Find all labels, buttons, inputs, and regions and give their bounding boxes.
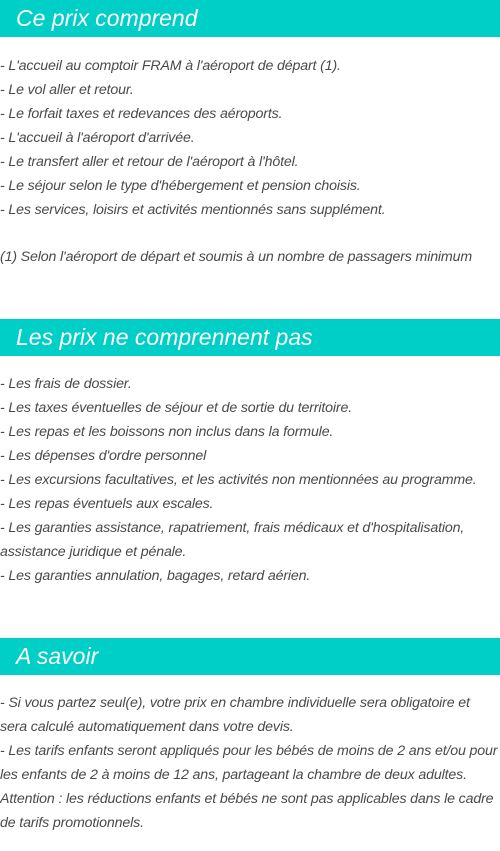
list-item: - Les taxes éventuelles de séjour et de sortie du territoire. — [0, 400, 353, 416]
list-item: - Le transfert aller et retour de l'aéroport à l'hôtel. — [0, 154, 299, 170]
included-list — [0, 54, 500, 222]
list-item: de tarifs promotionnels. — [0, 815, 144, 831]
section-header-not-included: Les prix ne comprennent pas — [0, 319, 500, 356]
list-item: Attention : les réductions enfants et bébés ne sont pas applicables dans le cadre — [0, 791, 494, 807]
not-included-list — [0, 372, 500, 588]
section-header-good-to-know: A savoir — [0, 638, 500, 675]
list-item: - Les garanties annulation, bagages, retard aérien. — [0, 568, 311, 584]
list-item: - Les repas et les boissons non inclus dans la formule. — [0, 424, 334, 440]
list-item: - Si vous partez seul(e), votre prix en chambre individuelle sera obligatoire et — [0, 695, 470, 711]
list-item: sera calculé automatiquement dans votre devis. — [0, 719, 294, 735]
list-item: - Le vol aller et retour. — [0, 82, 134, 98]
list-item: - Le forfait taxes et redevances des aéroports. — [0, 106, 283, 122]
list-item: les enfants de 2 à moins de 12 ans, partageant la chambre de deux adultes. — [0, 767, 467, 783]
footnote: (1) Selon l'aéroport de départ et soumis à un nombre de passagers minimum — [0, 249, 473, 265]
list-item: assistance juridique et pénale. — [0, 544, 187, 560]
list-item: - Les services, loisirs et activités mentionnés sans supplément. — [0, 202, 386, 218]
list-item: - Les frais de dossier. — [0, 376, 132, 392]
list-item: - L'accueil au comptoir FRAM à l'aéroport de départ (1). — [0, 58, 341, 74]
section-header-included: Ce prix comprend — [0, 0, 500, 37]
list-item: - Les garanties assistance, rapatriement, frais médicaux et d'hospitalisation, — [0, 520, 465, 536]
list-item: - Le séjour selon le type d'hébergement et pension choisis. — [0, 178, 361, 194]
list-item: - Les tarifs enfants seront appliqués pour les bébés de moins de 2 ans et/ou pour — [0, 743, 498, 759]
list-item: - Les repas éventuels aux escales. — [0, 496, 214, 512]
good-to-know-list — [0, 691, 500, 835]
list-item: - Les excursions facultatives, et les activités non mentionnées au programme. — [0, 472, 477, 488]
list-item: - Les dépenses d'ordre personnel — [0, 448, 207, 464]
list-item: - L'accueil à l'aéroport d'arrivée. — [0, 130, 195, 146]
